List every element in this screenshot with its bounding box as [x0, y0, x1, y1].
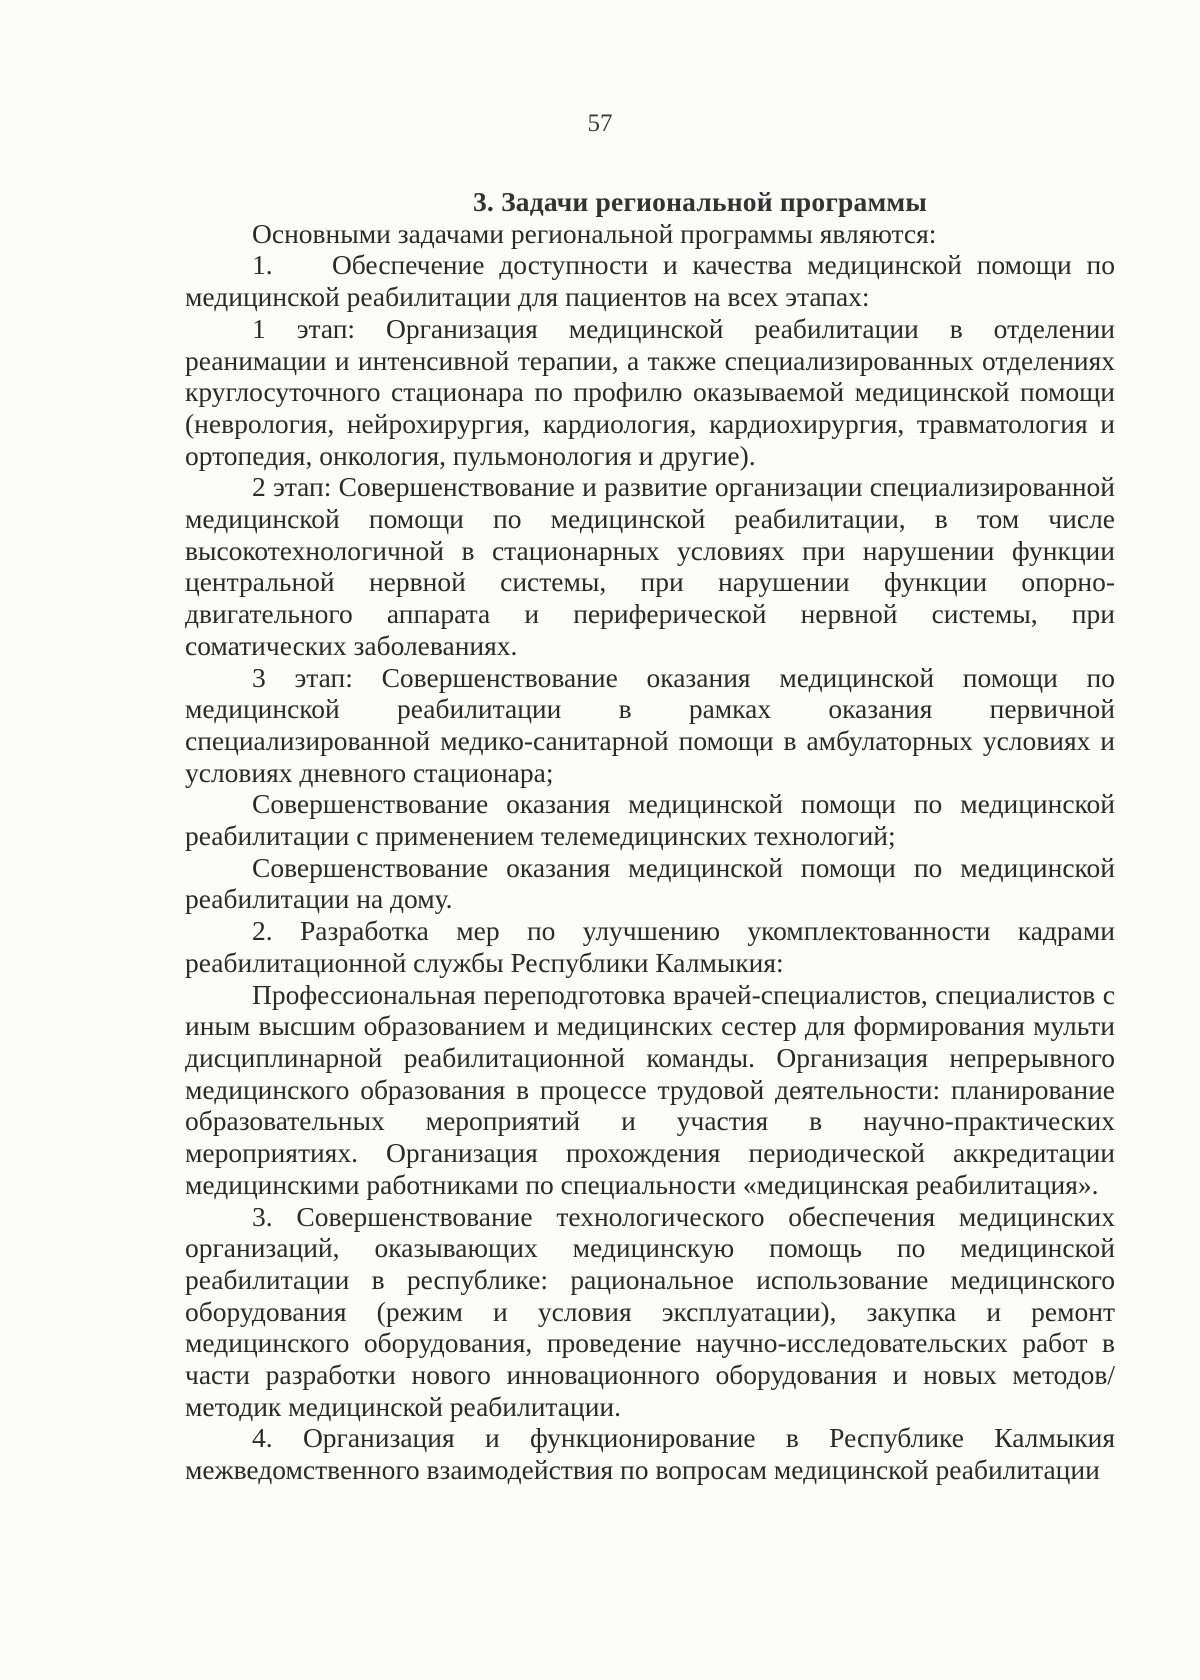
paragraph-task-3: 3. Совершенствование технологического обеспечения медицинских организаций, оказывающих медицинскую помощь по медицинской реабилитации в республике: рациональное использование медицинского оборудования (режим и условия эксплуатации), закупка и ремонт медицинского оборудования, проведение научно-исследовательских работ в части разработки нового инновационного оборудования и новых методов/методик медицинской реабилитации. [185, 1200, 1115, 1422]
paragraph-stage-1: 1 этап: Организация медицинской реабилитации в отделении реанимации и интенсивной терапии, а также специализированных отделениях круглосуточного стационара по профилю оказываемой медицинской помощи (неврология, нейрохирургия, кардиология, кардиохирургия, травматология и ортопедия, онкология, пульмонология и другие). [185, 312, 1115, 471]
paragraph-telemedicine: Совершенствование оказания медицинской помощи по медицинской реабилитации с применением телемедицинских технологий; [185, 788, 1115, 852]
paragraph-task-4: 4. Организация и функционирование в Республике Калмыкия межведомственного взаимодействия по вопросам медицинской реабилитации [185, 1422, 1115, 1486]
paragraph-intro: Основными задачами региональной программы являются: [252, 217, 937, 249]
paragraph-stage-2: 2 этап: Совершенствование и развитие организации специализированной медицинской помощи по медицинской реабилитации, в том числе высокотехнологичной в стационарных условиях при нарушении функции центральной нервной системы, при нарушении функции опорно-двигательного аппарата и периферической нервной системы, при соматических заболеваниях. [185, 471, 1115, 661]
paragraph-stage-3: 3 этап: Совершенствование оказания медицинской помощи по медицинской реабилитации в рамках оказания первичной специализированной медико-санитарной помощи в амбулаторных условиях и условиях дневного стационара; [185, 661, 1115, 788]
paragraph-task-2: 2. Разработка мер по улучшению укомплектованности кадрами реабилитационной службы Республики Калмыкия: [185, 915, 1115, 978]
page-number: 57 [587, 110, 613, 137]
document-body [185, 186, 1115, 1486]
paragraph-home-rehab: Совершенствование оказания медицинской помощи по медицинской реабилитации на дому. [185, 851, 1115, 915]
paragraph-task-1: 1. Обеспечение доступности и качества медицинской помощи по медицинской реабилитации для пациентов на всех этапах: [185, 249, 1115, 313]
paragraph-training: Профессиональная переподготовка врачей-специалистов, специалистов с иным высшим образованием и медицинских сестер для формирования мульти дисциплинарной реабилитационной команды. Организация непрерывного медицинского образования в процессе трудовой деятельности: планирование образовательных мероприятий и участия в научно-практических мероприятиях. Организация прохождения периодической аккредитации медицинскими работниками по специальности «медицинская реабилитация». [185, 978, 1115, 1200]
section-title: 3. Задачи региональной программы [472, 186, 927, 217]
